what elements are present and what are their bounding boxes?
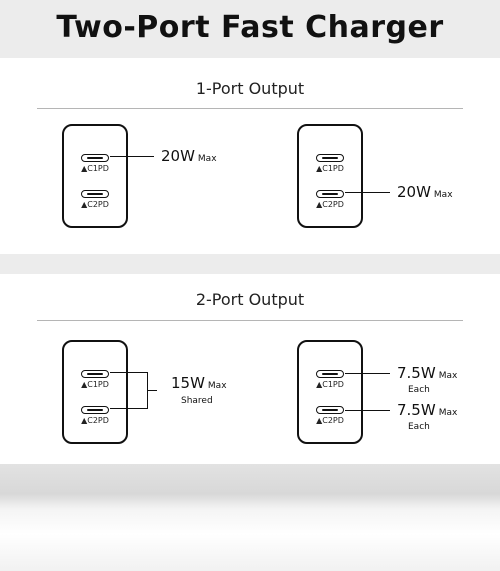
section-title-2-port: 2-Port Output — [195, 290, 305, 309]
usb-c-port-1 — [316, 154, 344, 162]
port-label-c2: ▲C2PD — [81, 416, 109, 425]
port-label-c1: ▲C1PD — [81, 380, 109, 389]
output-rating — [397, 183, 453, 201]
page-title: Two-Port Fast Charger — [56, 10, 444, 45]
watt-suffix: Max — [438, 371, 458, 381]
connector-line — [345, 192, 390, 193]
port-label-c1: ▲C1PD — [81, 164, 109, 173]
connector-line — [345, 373, 390, 374]
port-label-c2: ▲C2PD — [81, 200, 109, 209]
usb-c-port-2 — [81, 190, 109, 198]
usb-c-port-2 — [316, 190, 344, 198]
section-separator-band — [0, 254, 500, 274]
usb-c-port-1 — [81, 370, 109, 378]
usb-c-port-1 — [81, 154, 109, 162]
usb-c-port-1 — [316, 370, 344, 378]
connector-line — [147, 390, 157, 391]
output-note: Each — [408, 422, 430, 432]
output-rating — [171, 374, 227, 392]
usb-c-port-2 — [316, 406, 344, 414]
connector-line — [345, 410, 390, 411]
port-label-c2: ▲C2PD — [316, 200, 344, 209]
watt-value: 7.5W — [397, 364, 436, 382]
output-rating — [397, 401, 457, 419]
output-note: Shared — [181, 396, 213, 406]
watt-value: 7.5W — [397, 401, 436, 419]
watt-value: 15W — [171, 374, 205, 392]
output-note: Each — [408, 385, 430, 395]
watt-suffix: Max — [207, 381, 227, 391]
port-label-c2: ▲C2PD — [316, 416, 344, 425]
charger-diagram — [297, 124, 363, 228]
connector-line — [110, 156, 154, 157]
output-rating — [161, 147, 217, 165]
charger-diagram — [62, 124, 128, 228]
bottom-gradient-band — [0, 464, 500, 571]
charger-diagram — [62, 340, 128, 444]
connector-line — [110, 372, 148, 373]
section-title-1-port: 1-Port Output — [195, 79, 305, 98]
section-divider — [37, 108, 463, 109]
charger-diagram — [297, 340, 363, 444]
port-label-c1: ▲C1PD — [316, 380, 344, 389]
watt-suffix: Max — [433, 190, 453, 200]
watt-suffix: Max — [438, 408, 458, 418]
port-label-c1: ▲C1PD — [316, 164, 344, 173]
watt-value: 20W — [161, 147, 195, 165]
section-divider — [37, 320, 463, 321]
watt-value: 20W — [397, 183, 431, 201]
connector-line — [110, 408, 148, 409]
usb-c-port-2 — [81, 406, 109, 414]
watt-suffix: Max — [197, 154, 217, 164]
output-rating — [397, 364, 457, 382]
